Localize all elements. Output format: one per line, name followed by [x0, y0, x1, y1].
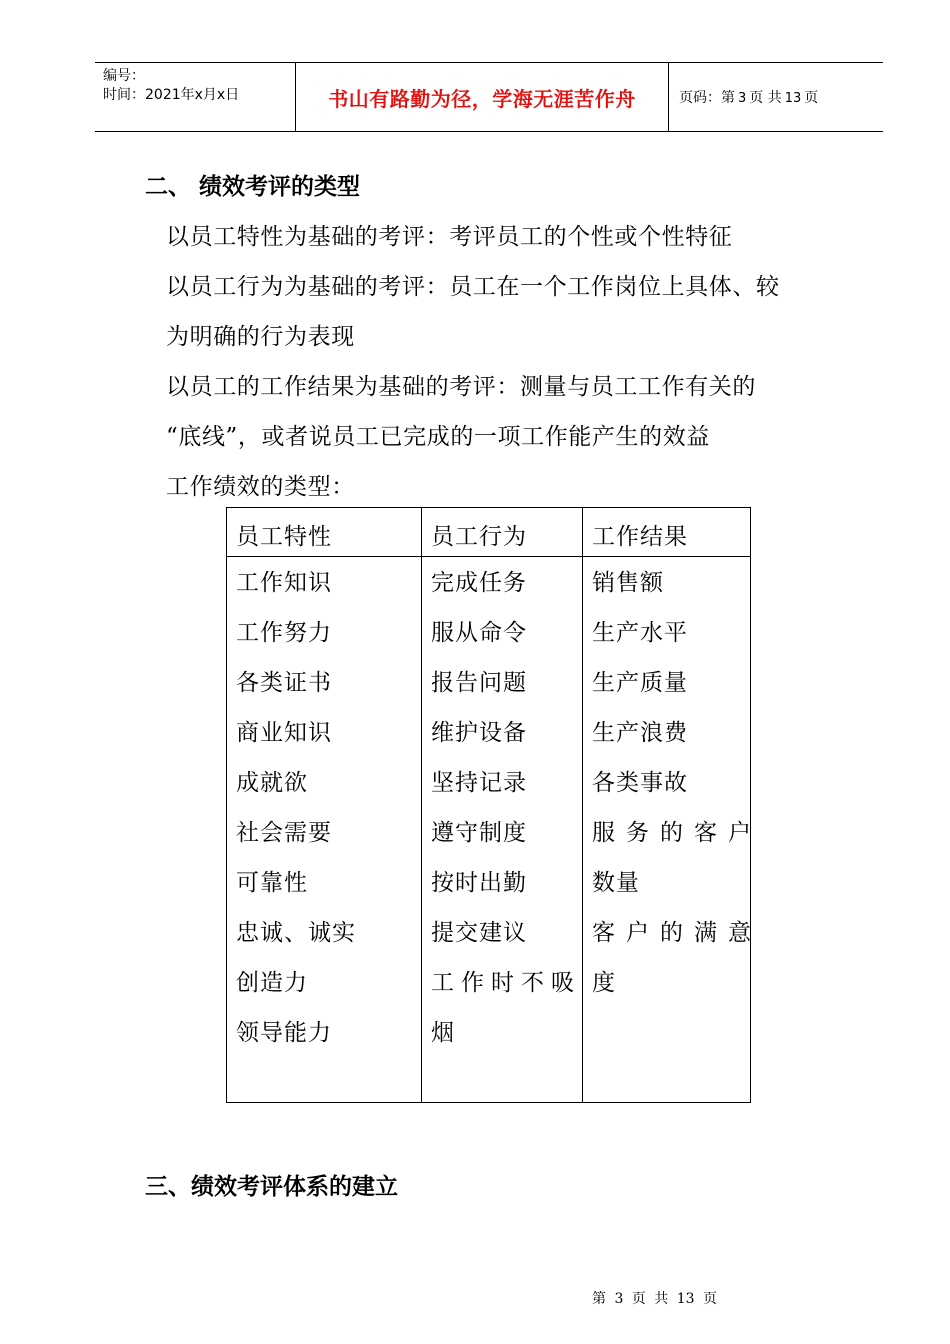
table-header-cell: 工作结果 — [592, 524, 688, 550]
table-cell: 创造力 — [236, 970, 308, 996]
paragraph-line: 为明确的行为表现 — [166, 324, 355, 350]
table-cell: 商业知识 — [236, 720, 332, 746]
section-3-heading: 三、绩效考评体系的建立 — [145, 1174, 398, 1200]
table-cell: 各类证书 — [236, 670, 332, 696]
table-column-traits — [227, 508, 422, 1102]
table-cell: 坚持记录 — [431, 770, 527, 796]
table-cell: 社会需要 — [236, 820, 332, 846]
table-cell: 各类事故 — [592, 770, 688, 796]
performance-types-table — [226, 507, 762, 1103]
table-cell: 客户的满意 — [592, 920, 762, 946]
header-page-cell — [669, 63, 883, 131]
table-cell: 生产浪费 — [592, 720, 688, 746]
table-cell: 服务的客户 — [592, 820, 762, 846]
page-end: 页 — [804, 90, 819, 106]
paragraph-line: 以员工特性为基础的考评：考评员工的个性或个性特征 — [166, 224, 733, 250]
paragraph-line: 工作绩效的类型： — [166, 474, 355, 500]
table-cell: 服从命令 — [431, 620, 527, 646]
number-label: 编号： — [103, 68, 145, 84]
table-cell: 遵守制度 — [431, 820, 527, 846]
table-cell: 成就欲 — [236, 770, 308, 796]
table-cell: 生产质量 — [592, 670, 688, 696]
paragraph-line: “底线”，或者说员工已完成的一项工作能产生的效益 — [166, 424, 710, 450]
page-current: 3 — [738, 91, 747, 106]
table-cell: 生产水平 — [592, 620, 688, 646]
section-2-heading: 二、 绩效考评的类型 — [145, 174, 361, 200]
table-cell: 可靠性 — [236, 870, 308, 896]
table-cell: 完成任务 — [431, 570, 527, 596]
header-motto-cell — [296, 63, 669, 131]
table-cell: 维护设备 — [431, 720, 527, 746]
table-cell: 提交建议 — [431, 920, 527, 946]
paragraph-line: 以员工的工作结果为基础的考评：测量与员工工作有关的 — [166, 374, 756, 400]
page-header — [95, 62, 883, 132]
motto: 书山有路勤为径，学海无涯苦作舟 — [328, 86, 636, 111]
table-cell: 度 — [592, 970, 616, 996]
table-cell: 数量 — [592, 870, 640, 896]
table-cell: 报告问题 — [431, 670, 527, 696]
header-meta — [95, 63, 296, 131]
table-cell: 销售额 — [592, 570, 664, 596]
time-label: 时间：2021年x月x日 — [103, 87, 240, 103]
table-cell: 工作努力 — [236, 620, 332, 646]
table-cell: 按时出勤 — [431, 870, 527, 896]
table-column-behaviors — [421, 508, 583, 1102]
table-header-cell: 员工特性 — [236, 524, 332, 550]
table-column-results — [582, 508, 762, 1102]
table-cell: 忠诚、诚实 — [236, 920, 356, 946]
page-total: 13 — [784, 91, 802, 106]
page-footer: 第 3 页 共 13 页 — [592, 1291, 717, 1307]
page-label: 页码：第 — [679, 90, 735, 106]
table-cell: 领导能力 — [236, 1020, 332, 1046]
table-cell: 工作知识 — [236, 570, 332, 596]
table-header-cell: 员工行为 — [431, 524, 527, 550]
page-number — [679, 87, 818, 107]
paragraph-line: 以员工行为为基础的考评：员工在一个工作岗位上具体、较 — [166, 274, 780, 300]
table-cell: 工作时不吸 — [431, 970, 581, 996]
table-cell: 烟 — [431, 1020, 455, 1046]
page-mid: 页 共 — [749, 90, 782, 106]
